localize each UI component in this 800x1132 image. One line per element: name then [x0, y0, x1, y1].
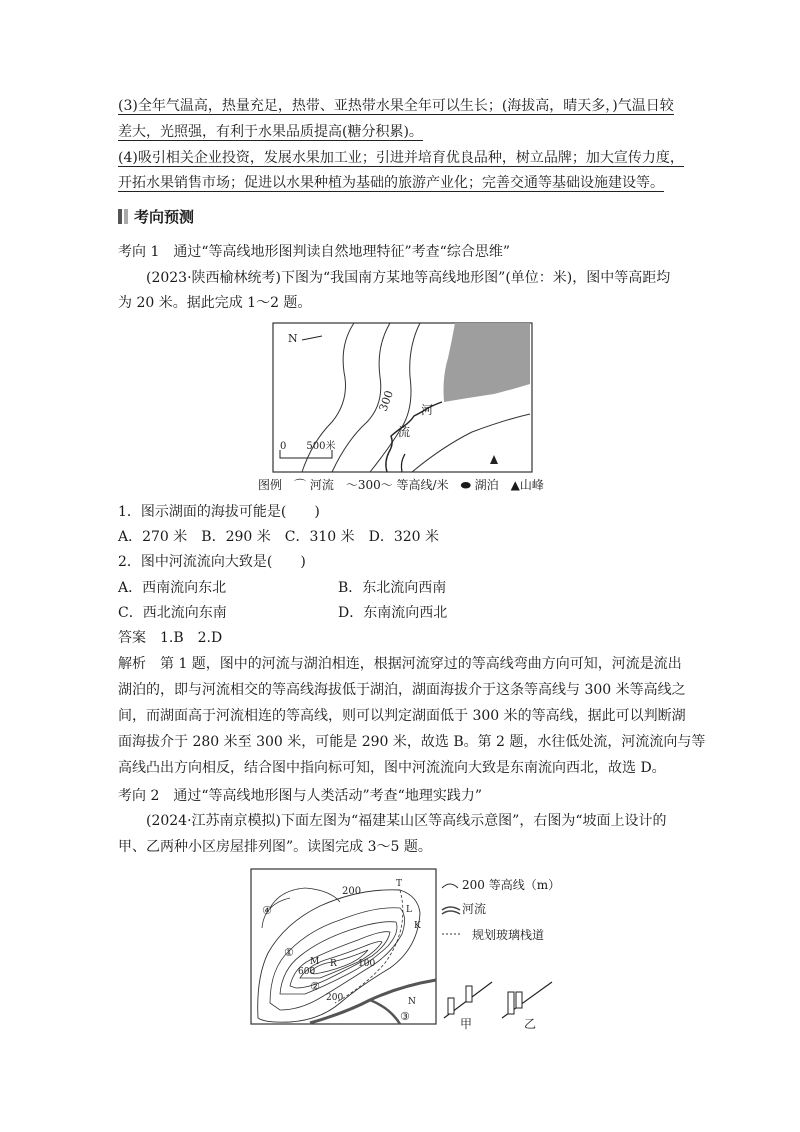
north-label: N [288, 332, 298, 345]
question-2-option-c: C．西北流向东南 [118, 605, 227, 621]
explanation-line-4: 面海拔介于 280 米至 300 米，可能是 290 米，故选 B。第 2 题，水往低处流，河流流向与等 [118, 734, 706, 750]
label-circled-1: ① [284, 946, 294, 959]
scale-label: 0 500米 [280, 441, 336, 452]
question-1-options: A．270 米 B．290 米 C．310 米 D．320 米 [118, 529, 440, 545]
section-bar-icon-2 [124, 209, 128, 224]
explanation-line-3: 间，而湖面高于河流相连的等高线，则可以判定湖面低于 300 米的等高线，据此可以判断湖 [118, 708, 686, 724]
label-circled-2: ② [310, 980, 320, 993]
house-yi-2 [516, 992, 522, 1008]
label-t: T [396, 879, 403, 889]
legend-contour-icon [442, 884, 458, 888]
intro-line-2: 差大，光照强，有利于水果品质提高(糖分积累)。 [118, 124, 423, 140]
contour-label-300: 300 [376, 388, 397, 414]
river-label-1: 河 [421, 403, 434, 417]
river-label-2: 流 [398, 425, 411, 439]
legend-river-icon [442, 907, 460, 914]
answer-line: 答案 1.B 2.D [118, 630, 223, 646]
house-jia-2 [466, 986, 472, 1002]
label-l: L [406, 905, 412, 915]
legend-path-text: 规划玻璃栈道 [472, 928, 545, 942]
legend-contour-text: 200 等高线（m） [462, 878, 561, 892]
intro-line-4: 开拓水果销售市场；促进以水果种植为基础的旅游产业化；完善交通等基础设施建设等。 [118, 175, 664, 191]
topo-map-2 [250, 868, 438, 1026]
house-jia-1 [448, 998, 454, 1014]
topo-map-1 [272, 322, 534, 474]
label-200-top: 200 [342, 886, 362, 897]
explanation-line-1: 解析 第 1 题，图中的河流与湖泊相连，根据河流穿过的等高线弯曲方向可知，河流是流出 [118, 656, 682, 672]
question-2: 2．图中河流流向大致是( ) [118, 554, 306, 570]
label-r: R [330, 959, 337, 969]
label-200-bottom: 200 [326, 993, 344, 1003]
explanation-line-5: 高线凸出方向相反，结合图中指向标可知，图中河流流向大致是东南流向西北，故选 D。 [118, 760, 666, 776]
map1-legend: 图例 ⌒ 河流 ～300～ 等高线/米 ⬬ 湖泊 ▲山峰 [258, 478, 544, 492]
question-2-option-a: A．西南流向东北 [118, 580, 227, 596]
label-600: 600 [298, 967, 316, 977]
legend-river-text: 河流 [462, 902, 487, 916]
intro-line-3: (4)吸引相关企业投资，发展水果加工业；引进并培育优良品种，树立品牌；加大宣传力度， [118, 150, 684, 166]
topic2-stem-2: 甲、乙两种小区房屋排列图”。读图完成 3～5 题。 [118, 839, 432, 855]
topic2-stem-1: (2024·江苏南京模拟)下面左图为“福建某山区等高线示意图”，右图为“坡面上设计的 [146, 813, 667, 829]
label-100: 100 [358, 959, 376, 969]
topic1-stem-2: 为 20 米。据此完成 1～2 题。 [118, 295, 312, 311]
section-title [118, 206, 194, 227]
question-1: 1．图示湖面的海拔可能是( ) [118, 504, 320, 520]
question-2-option-d: D．东南流向西北 [338, 605, 448, 621]
topic2-heading: 考向 2 通过“等高线地形图与人类活动”考查“地理实践力” [118, 788, 482, 804]
house-slope-diagram [440, 964, 560, 1030]
label-yi: 乙 [524, 1017, 537, 1030]
topic1-stem-1: (2023·陕西榆林统考)下图为“我国南方某地等高线地形图”(单位：米)，图中等高距均 [146, 270, 671, 286]
explanation-line-2: 湖泊的，即与河流相交的等高线海拔低于湖泊，湖面海拔介于这条等高线与 300 米等高线之 [118, 682, 686, 698]
label-k: K [414, 921, 421, 931]
section-bar-icon [118, 209, 122, 224]
question-2-option-b: B．东北流向西南 [338, 580, 447, 596]
label-m: M [310, 957, 320, 967]
house-yi-1 [508, 992, 514, 1014]
label-circled-3: ③ [400, 1010, 410, 1023]
label-jia: 甲 [460, 1017, 473, 1030]
label-n: N [408, 997, 416, 1007]
label-circled-4: ④ [262, 904, 272, 917]
topic1-heading: 考向 1 通过“等高线地形图判读自然地理特征”考查“综合思维” [118, 244, 510, 260]
intro-line-1: (3)全年气温高，热量充足，热带、亚热带水果全年可以生长；(海拔高，晴天多，)气温日较 [118, 98, 674, 114]
section-title-text: 考向预测 [134, 208, 195, 226]
